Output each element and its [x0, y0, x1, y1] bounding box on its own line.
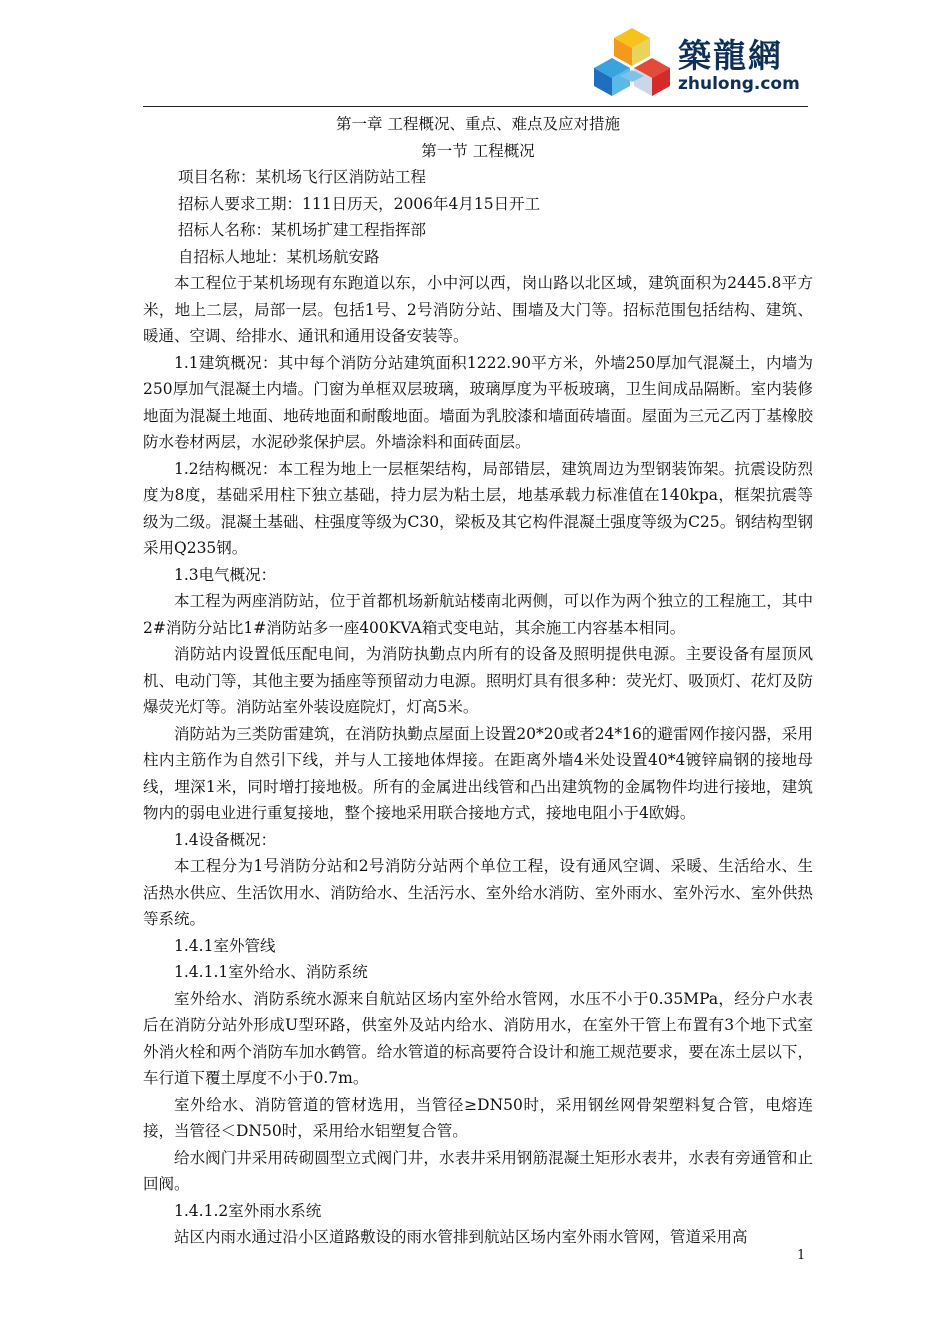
paragraph: 项目名称：某机场飞行区消防站工程 — [178, 168, 427, 186]
paragraph: 1.4.1.2室外雨水系统 — [174, 1201, 322, 1220]
paragraph: 室外给水、消防系统水源来自航站区场内室外给水管网，水压不小于0.35MPa，经分户水表后在消防分站外形成U型环路，供室外及站内给水、消防用水，在室外干管上布置有3个地下式室外消火栓和两个消防车加水鹤管。给水管道的标高要符合设计和施工规范要求，要在冻土层以下，车行道下覆土厚度不小于0.7m。 — [143, 989, 813, 1087]
document-body — [143, 111, 813, 1251]
paragraph: 1.4.1室外管线 — [174, 936, 276, 955]
section-title: 第一节 工程概况 — [421, 141, 535, 160]
paragraph: 招标人要求工期：111日历天，2006年4月15日开工 — [178, 194, 541, 213]
paragraph: 站区内雨水通过沿小区道路敷设的雨水管排到航站区场内室外雨水管网，管道采用高 — [174, 1228, 748, 1246]
paragraph: 本工程位于某机场现有东跑道以东，小中河以西，岗山路以北区域，建筑面积为2445.8平方米，地上二层，局部一层。包括1号、2号消防分站、围墙及大门等。招标范围包括结构、建筑、暖通、空调、给排水、通讯和通用设备安装等。 — [143, 274, 813, 345]
paragraph: 消防站内设置低压配电间，为消防执勤点内所有的设备及照明提供电源。主要设备有屋顶风机、电动门等，其他主要为插座等预留动力电源。照明灯具有很多种：荧光灯、吸顶灯、花灯及防爆荧光灯等。消防站室外装设庭院灯，灯高5米。 — [143, 645, 813, 716]
cube-logo-icon — [592, 26, 672, 100]
paragraph: 1.1建筑概况：其中每个消防分站建筑面积1222.90平方米，外墙250厚加气混凝土，内墙为250厚加气混凝土内墙。门窗为单框双层玻璃，玻璃厚度为平板玻璃，卫生间成品隔断。室内装修地面为混凝土地面、地砖地面和耐酸地面。墙面为乳胶漆和墙面砖墙面。屋面为三元乙丙丁基橡胶防水卷材两层，水泥砂浆保护层。外墙涂料和面砖面层。 — [143, 353, 813, 451]
paragraph: 1.2结构概况：本工程为地上一层框架结构，局部错层，建筑周边为型钢装饰架。抗震设防烈度为8度，基础采用柱下独立基础，持力层为粘土层，地基承载力标准值在140kpa，框架抗震等级为二级。混凝土基础、柱强度等级为C30，梁板及其它构件混凝土强度等级为C25。钢结构型钢采用Q235钢。 — [143, 459, 813, 557]
paragraph: 室外给水、消防管道的管材选用，当管径≥DN50时，采用钢丝网骨架塑料复合管，电熔连接，当管径＜DN50时，采用给水铝塑复合管。 — [143, 1095, 813, 1140]
logo-domain-text: zhulong.com — [678, 74, 800, 94]
chapter-title: 第一章 工程概况、重点、难点及应对措施 — [336, 115, 620, 133]
paragraph: 给水阀门井采用砖砌圆型立式阀门井，水表井采用钢筋混凝土矩形水表井，水表有旁通管和止回阀。 — [143, 1148, 813, 1193]
paragraph: 招标人名称：某机场扩建工程指挥部 — [178, 221, 427, 239]
logo-chinese-text: 築龍網 — [678, 36, 783, 75]
paragraph: 自招标人地址：某机场航安路 — [178, 247, 380, 266]
paragraph: 消防站为三类防雷建筑，在消防执勤点屋面上设置20*20或者24*16的避雷网作接闪器，采用柱内主筋作为自然引下线，并与人工接地体焊接。在距离外墙4米处设置40*4镀锌扁钢的接地母线，埋深1米，同时增打接地极。所有的金属进出线管和凸出建筑物的金属物件均进行接地，建筑物内的弱电业进行重复接地，整个接地采用联合接地方式，接地电阻小于4欧姆。 — [143, 724, 813, 822]
paragraph: 本工程分为1号消防分站和2号消防分站两个单位工程，设有通风空调、采暖、生活给水、生活热水供应、生活饮用水、消防给水、生活污水、室外给水消防、室外雨水、室外污水、室外供热等系统。 — [143, 857, 813, 928]
header-rule — [143, 106, 808, 107]
zhulong-logo — [592, 20, 804, 104]
paragraph: 本工程为两座消防站，位于首都机场新航站楼南北两侧，可以作为两个独立的工程施工，其中2#消防分站比1#消防站多一座400KVA箱式变电站，其余施工内容基本相同。 — [143, 592, 813, 637]
paragraph: 1.3电气概况： — [174, 565, 277, 584]
page-number: 1 — [797, 1248, 806, 1263]
paragraph: 1.4.1.1室外给水、消防系统 — [174, 963, 368, 981]
paragraph: 1.4设备概况： — [174, 830, 277, 849]
